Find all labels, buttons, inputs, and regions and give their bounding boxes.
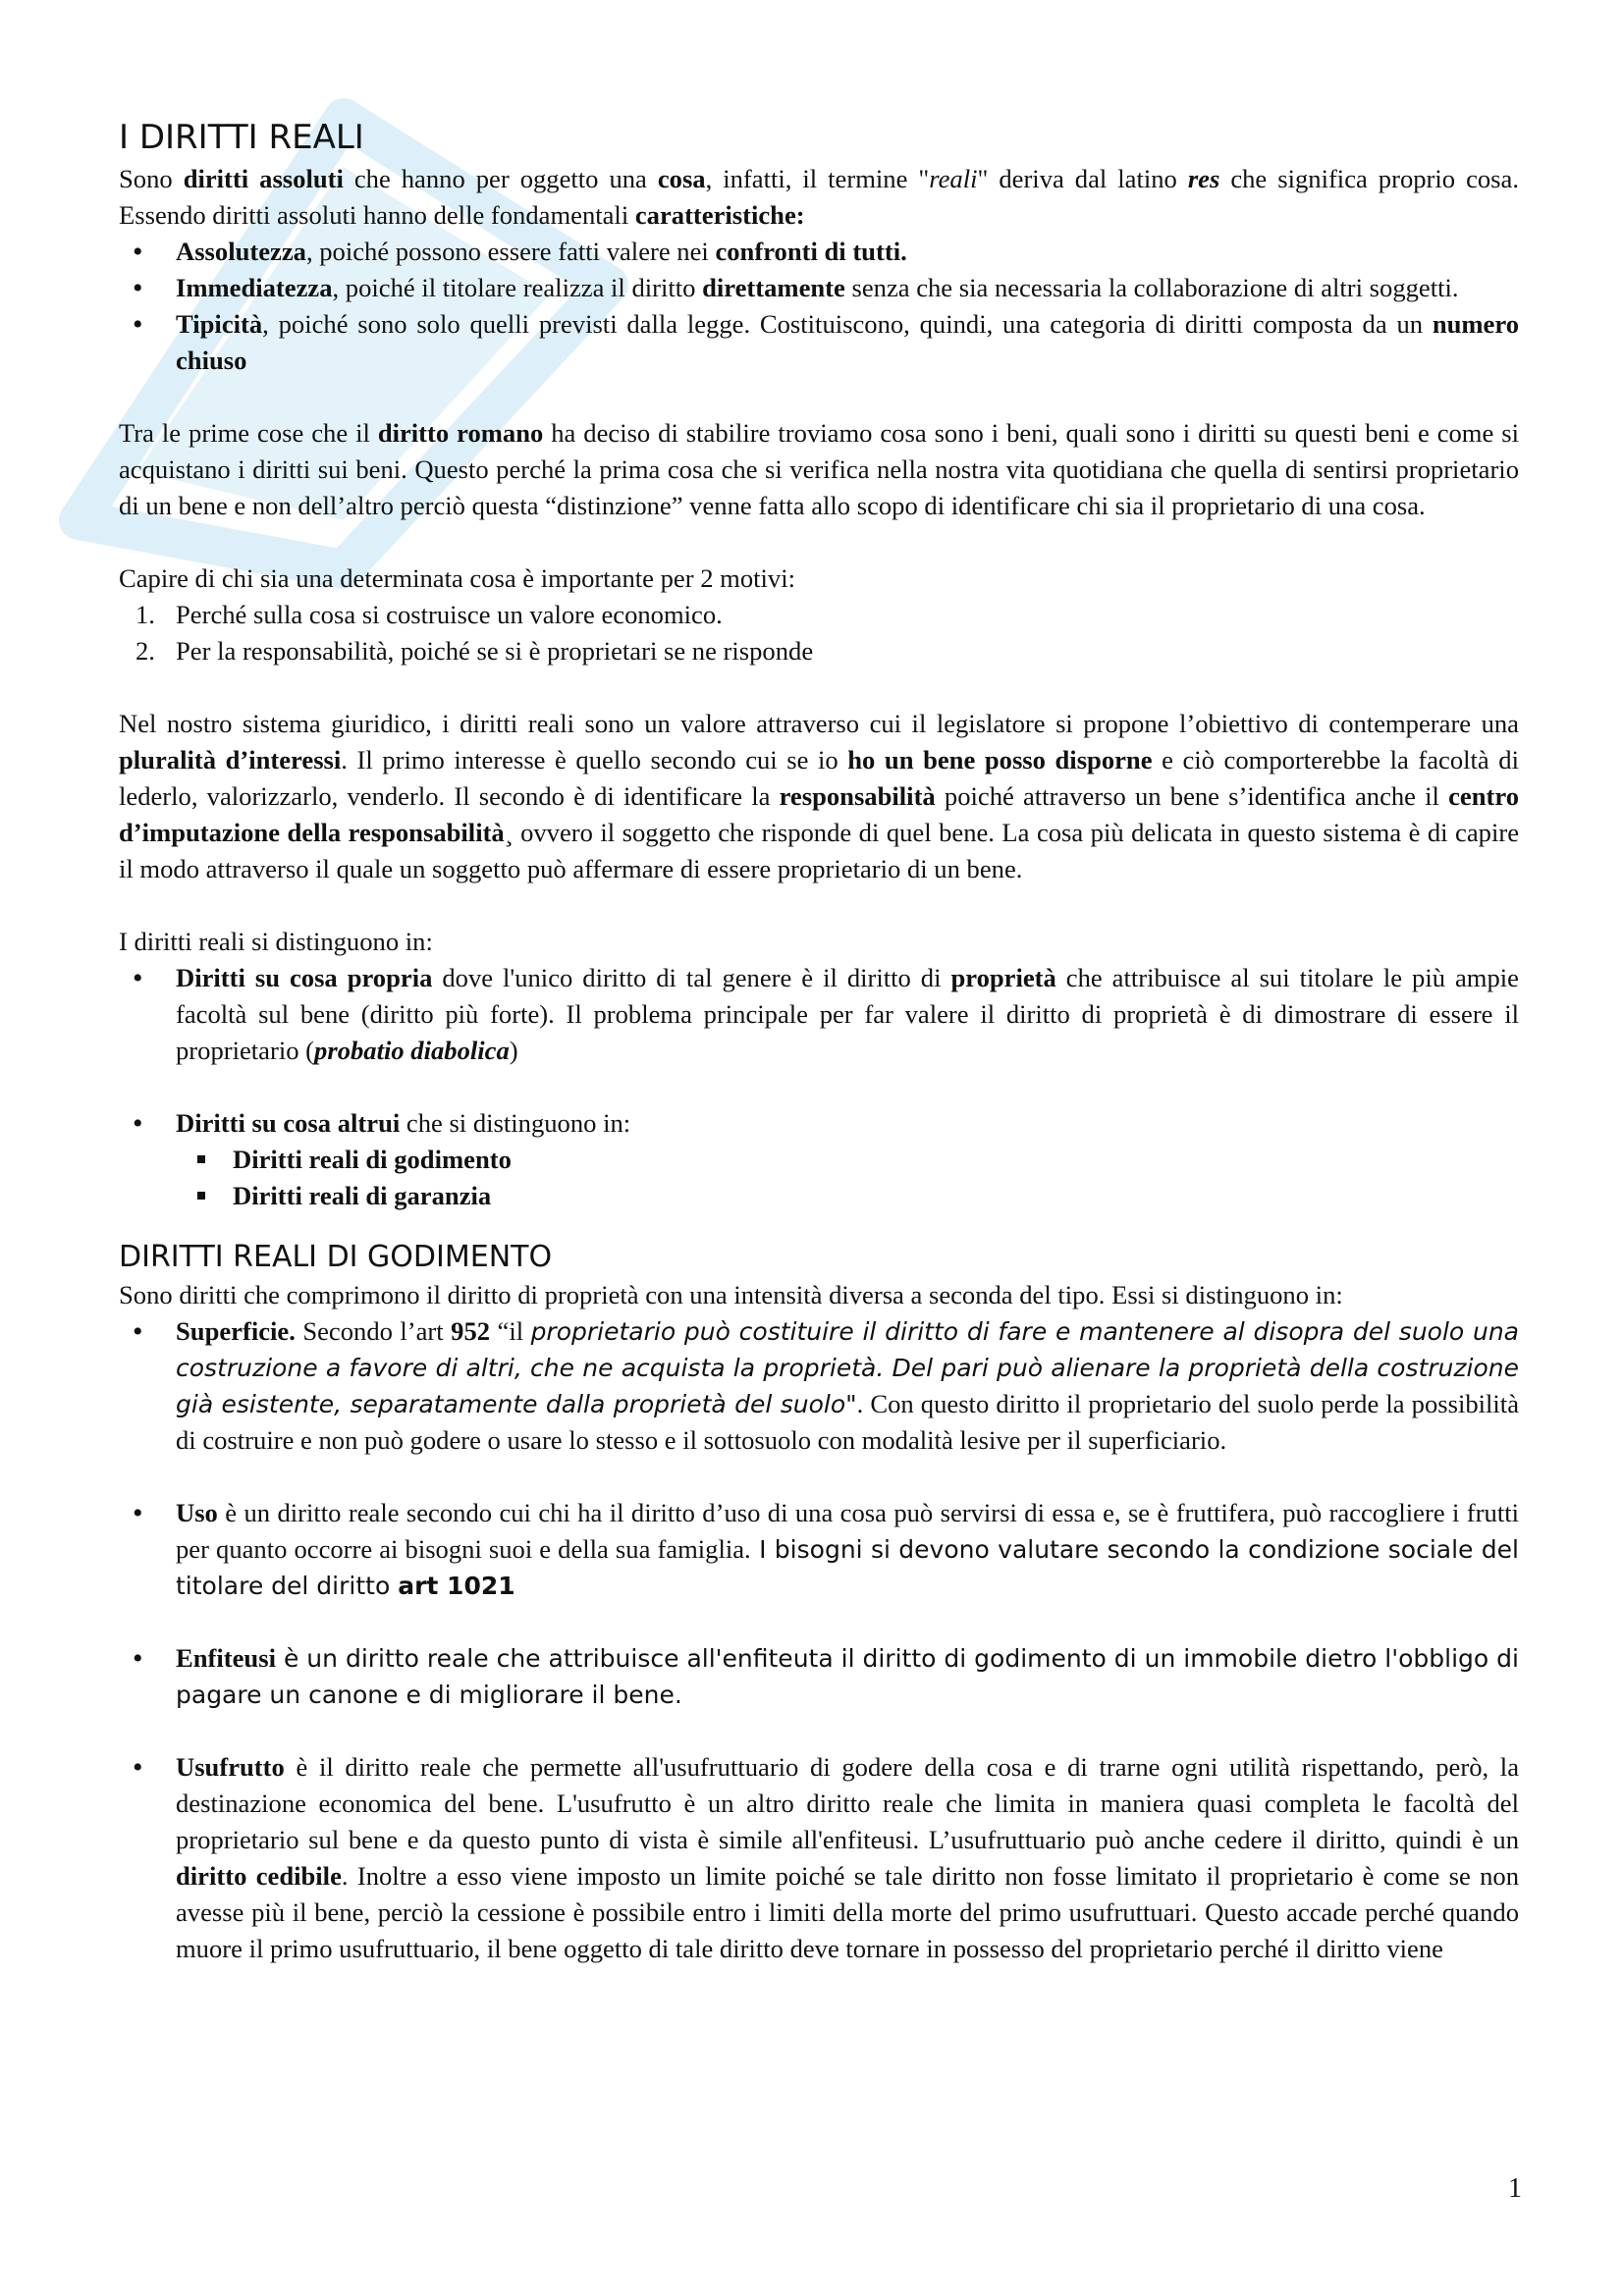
reasons-list (119, 597, 1519, 669)
sub-list-item: Diritti reali di garanzia (176, 1178, 1519, 1214)
roman-law-paragraph: Tra le prime cose che il diritto romano ha deciso di stabilire troviamo cosa sono i beni, quali sono i diritti su questi beni e come si acquistano i diritti sui beni. Questo perché la prima cosa che si verifica nella nostra vita quotidiana che quella di sentirsi proprietario di un bene e non dell’altro perciò questa “distinzione” venne fatta allo scopo di identificare chi sia il proprietario di una cosa. (119, 418, 1519, 520)
list-item-uso: • Uso è un diritto reale secondo cui chi ha il diritto d’uso di una cosa può servirsi di essa e, se è fruttifera, può raccogliere i frutti per quanto occorre ai bisogni suoi e della sua famiglia. I bisogni si devono valutare secondo la condizione sociale del titolare del diritto art 1021 (119, 1495, 1519, 1604)
list-item: • Assolutezza, poiché possono essere fatti valere nei confronti di tutti. (119, 234, 1519, 270)
distinction-list (119, 960, 1519, 1069)
distinction-list-2 (119, 1105, 1519, 1142)
document-body (119, 116, 1519, 1967)
list-item: 1. Perché sulla cosa si costruisce un valore economico. (135, 600, 723, 629)
enjoyment-intro: Sono diritti che comprimono il diritto di proprietà con una intensità diversa a seconda del tipo. Essi si distinguono in: (119, 1280, 1343, 1309)
list-item: • Tipicità, poiché sono solo quelli previsti dalla legge. Costituiscono, quindi, una categoria di diritti composta da un numero chiuso (119, 306, 1519, 379)
distinction-intro: I diritti reali si distinguono in: (119, 927, 433, 956)
page-title: I DIRITTI REALI (119, 118, 364, 157)
list-item-enfiteusi: • Enfiteusi è un diritto reale che attribuisce all'enfiteuta il diritto di godimento di un immobile dietro l'obbligo di pagare un canone e di migliorare il bene. (119, 1640, 1519, 1713)
enjoyment-list (119, 1313, 1519, 1459)
list-item: • Diritti su cosa altrui che si distinguono in: (119, 1105, 1519, 1142)
list-item: • Diritti su cosa propria dove l'unico diritto di tal genere è il diritto di proprietà che attribuisce al sui titolare le più ampie facoltà sul bene (diritto più forte). Il problema principale per far valere il diritto di proprietà è di dimostrare di essere il proprietario (probatio diabolica) (119, 960, 1519, 1069)
legal-system-paragraph: Nel nostro sistema giuridico, i diritti reali sono un valore attraverso cui il legislatore si propone l’obiettivo di contemperare una pluralità d’interessi. Il primo interesse è quello secondo cui se io ho un bene posso disporne e ciò comporterebbe la facoltà di lederlo, valorizzarlo, venderlo. Il secondo è di identificare la responsabilità poiché attraverso un bene s’identifica anche il centro d’imputazione della responsabilità¸ ovvero il soggetto che risponde di quel bene. La cosa più delicata in questo sistema è di capire il modo attraverso il quale un soggetto può affermare di essere proprietario di un bene. (119, 709, 1519, 883)
enjoyment-list-4 (119, 1749, 1519, 1967)
intro-paragraph: Sono diritti assoluti che hanno per oggetto una cosa, infatti, il termine "reali" deriva dal latino res che significa proprio cosa. Essendo diritti assoluti hanno delle fondamentali caratteristiche: (119, 164, 1519, 230)
enjoyment-list-3 (119, 1640, 1519, 1713)
page-number: 1 (1508, 2173, 1522, 2204)
sub-list-item: Diritti reali di godimento (176, 1142, 1519, 1178)
sub-list (176, 1142, 1519, 1214)
list-item: 2. Per la responsabilità, poiché se si è proprietari se ne risponde (135, 636, 814, 666)
list-item-usufrutto: • Usufrutto è il diritto reale che permette all'usufruttuario di godere della cosa e di trarne ogni utilità rispettando, però, la destinazione economica del bene. L'usufrutto è un altro diritto reale che limita in maniera quasi completa le facoltà del proprietario sul bene e da questo punto di vista è simile all'enfiteusi. L’usufruttuario può anche cedere il diritto, quindi è un diritto cedibile. Inoltre a esso viene imposto un limite poiché se tale diritto non fosse limitato il proprietario è come se non avesse più il bene, perciò la cessione è possibile entro i limiti della morte del primo usufruttuari. Questo accade perché quando muore il primo usufruttuario, il bene oggetto di tale diritto deve tornare in possesso del proprietario perché il diritto viene (119, 1749, 1519, 1967)
list-item-superficie: • Superficie. Secondo l’art 952 “il proprietario può costituire il diritto di fare e mantenere al disopra del suolo una costruzione a favore di altri, che ne acquista la proprietà. Del pari può alienare la proprietà della costruzione già esistente, separatamente dalla proprietà del suolo". Con questo diritto il proprietario del suolo perde la possibilità di costruire e non può godere o usare lo stesso e il sottosuolo con modalità lesive per il superficiario. (119, 1313, 1519, 1459)
list-item: • Immediatezza, poiché il titolare realizza il diritto direttamente senza che sia necessaria la collaborazione di altri soggetti. (119, 270, 1519, 306)
features-list (119, 234, 1519, 379)
section-heading: DIRITTI REALI DI GODIMENTO (119, 1240, 553, 1274)
reasons-intro: Capire di chi sia una determinata cosa è importante per 2 motivi: (119, 563, 795, 593)
enjoyment-list-2 (119, 1495, 1519, 1604)
